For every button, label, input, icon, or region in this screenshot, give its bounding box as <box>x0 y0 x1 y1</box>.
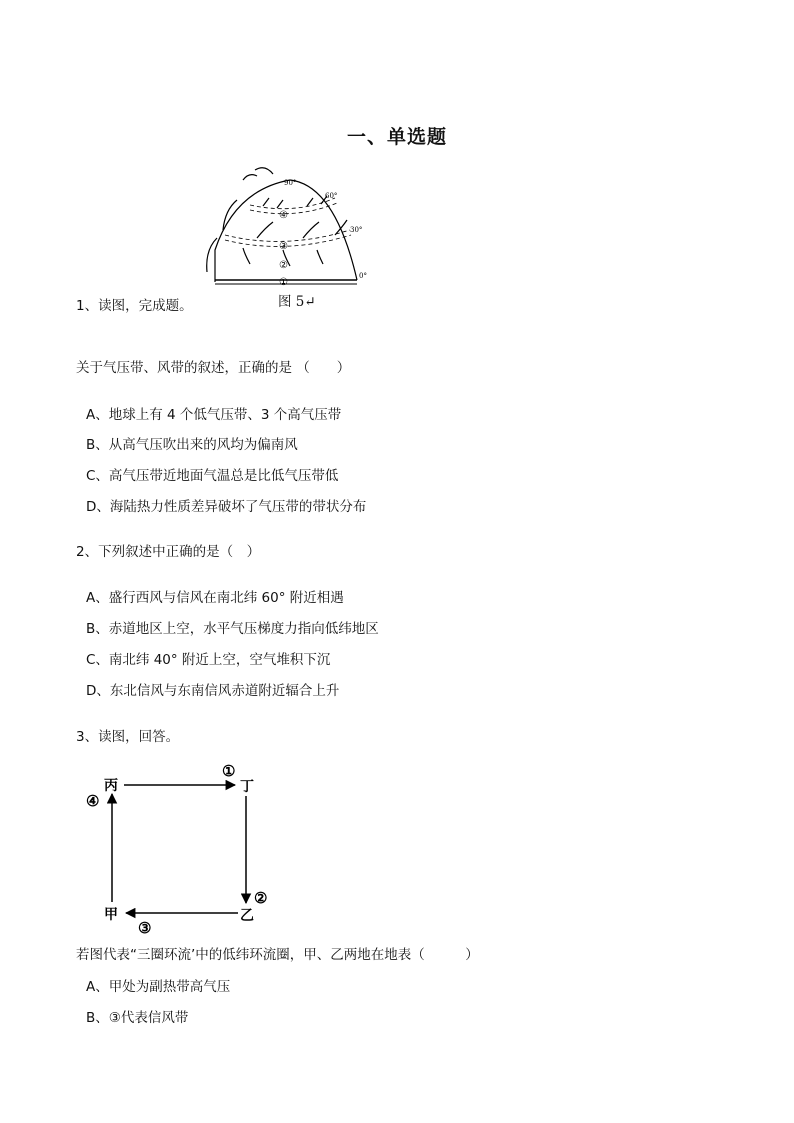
lat-30-band <box>225 230 350 241</box>
q1-option-b[interactable]: B、从高气压吹出来的风均为偏南风 <box>86 437 298 453</box>
q3-stem: 3、读图，回答。 <box>76 729 180 745</box>
q2-option-a[interactable]: A、盛行西风与信风在南北纬 60° 附近相遇 <box>86 590 344 606</box>
q1-stem: 1、读图，完成题。 <box>76 298 193 314</box>
corner-label-ding: 丁 <box>240 779 254 795</box>
q3-question: 若图代表“三圈环流’中的低纬环流圈，甲、乙两地在地表（ ） <box>76 947 479 963</box>
zone-label: ② <box>279 260 288 271</box>
zone-label: ① <box>279 277 288 288</box>
lat-label: 30° <box>350 226 363 234</box>
corner-label-yi: 乙 <box>240 908 254 924</box>
section-title: 一、单选题 <box>346 126 447 148</box>
marker-3: ③ <box>138 919 152 937</box>
marker-2: ② <box>254 889 268 907</box>
q2-option-d[interactable]: D、东北信风与东南信风赤道附近辐合上升 <box>86 683 340 699</box>
zone-label: ③ <box>279 241 288 252</box>
lat-60-band <box>250 198 335 209</box>
corner-label-jia: 甲 <box>104 907 118 923</box>
lat-label: 90° <box>284 179 297 187</box>
lat-label: 0° <box>359 272 367 280</box>
q3-option-b[interactable]: B、③代表信风带 <box>86 1010 189 1026</box>
marker-1: ① <box>222 762 236 780</box>
q1-question: 关于气压带、风带的叙述，正确的是 （ ） <box>76 360 351 376</box>
q1-option-c[interactable]: C、高气压带近地面气温总是比低气压带低 <box>86 468 339 484</box>
q2-option-c[interactable]: C、南北纬 40° 附近上空，空气堆积下沉 <box>86 652 331 668</box>
q2-option-b[interactable]: B、赤道地区上空，水平气压梯度力指向低纬地区 <box>86 621 379 637</box>
q2-stem: 2、下列叙述中正确的是（ ） <box>76 544 261 560</box>
q1-option-a[interactable]: A、地球上有 4 个低气压带、3 个高气压带 <box>86 407 342 423</box>
zone-label: ④ <box>279 210 288 221</box>
circulation-diagram <box>80 758 280 938</box>
marker-4: ④ <box>86 792 100 810</box>
figure-caption: 图 5↵ <box>278 294 316 310</box>
q3-option-a[interactable]: A、甲处为副热带高气压 <box>86 979 231 995</box>
corner-label-bing: 丙 <box>104 778 118 794</box>
pressure-belt-figure <box>195 160 375 340</box>
q1-option-d[interactable]: D、海陆热力性质差异破坏了气压带的带状分布 <box>86 499 367 515</box>
lat-label: 60° <box>325 192 338 200</box>
